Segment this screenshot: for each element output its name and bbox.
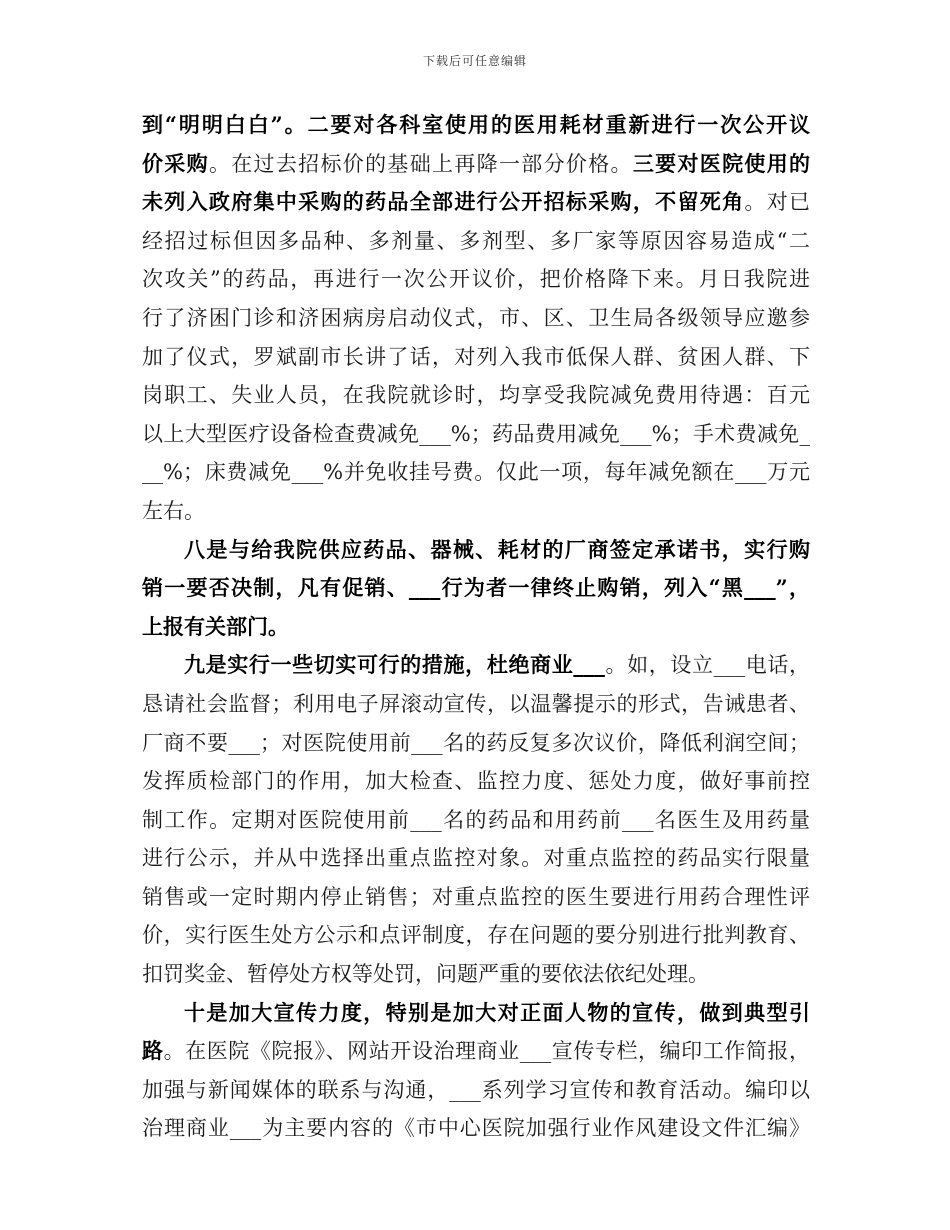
text-line <box>142 685 810 724</box>
text-segment: 发挥质检部门的作用，加大检查、监控力度、惩处力度，做好事前控 <box>142 769 810 794</box>
text-line <box>142 531 810 570</box>
text-line <box>142 260 810 299</box>
text-line <box>142 376 810 415</box>
text-line <box>142 916 810 955</box>
text-segment: 加了仪式，罗斌副市长讲了话，对列入我市低保人群、贫困人群、下 <box>142 344 810 369</box>
bold-text-segment: 三要对医院使用的 <box>632 150 811 176</box>
text-line <box>142 994 810 1033</box>
text-segment: 岗职工、失业人员，在我院就诊时，均享受我院减免费用待遇：百元 <box>142 383 810 408</box>
bold-text-segment: 销一要否决制，凡有促销、___行为者一律终止购销，列入“黑___”， <box>142 575 810 601</box>
text-line <box>142 106 810 145</box>
text-line <box>142 415 810 454</box>
text-line <box>142 955 810 994</box>
text-segment: 厂商不要___；对医院使用前___名的药反复多次议价，降低利润空间； <box>142 730 810 755</box>
bold-text-segment: 路 <box>142 1038 164 1064</box>
text-line <box>142 183 810 222</box>
text-segment: 。如，设立___电话， <box>604 653 811 678</box>
text-line <box>142 608 810 647</box>
text-segment: 经招过标但因多品种、多剂量、多剂型、多厂家等原因容易造成“二 <box>142 228 810 253</box>
text-line <box>142 646 810 685</box>
bold-text-segment: 九是实行一些切实可行的措施，杜绝商业___ <box>184 652 605 678</box>
text-line <box>142 453 810 492</box>
text-segment: 左右。 <box>142 498 205 523</box>
page-header: 下载后可任意编辑 <box>422 54 527 68</box>
text-line <box>142 724 810 763</box>
text-line <box>142 801 810 840</box>
text-segment: 次攻关”的药品，再进行一次公开议价，把价格降下来。月日我院进 <box>142 267 810 292</box>
text-segment: __%；床费减免___%并免收挂号费。仅此一项，每年减免额在___万元 <box>142 460 810 485</box>
text-segment: 制工作。定期对医院使用前___名的药品和用药前___名医生及用药量 <box>142 807 810 832</box>
text-line <box>142 1109 810 1148</box>
text-segment: 扣罚奖金、暂停处方权等处罚，问题严重的要依法依纪处理。 <box>142 962 709 987</box>
text-segment: 。在过去招标价的基础上再降一部分价格。 <box>208 151 633 176</box>
text-segment: 销售或一定时期内停止销售；对重点监控的医生要进行用药合理性评 <box>142 884 810 909</box>
text-line <box>142 338 810 377</box>
bold-text-segment: 八是与给我院供应药品、器械、耗材的厂商签定承诺书，实行购 <box>184 536 810 562</box>
text-segment: 。对已 <box>744 190 811 215</box>
bold-text-segment: 价采购 <box>142 150 209 176</box>
text-segment: 治理商业___为主要内容的《市中心医院加强行业作风建设文件汇编》 <box>142 1116 810 1141</box>
text-segment: 行了济困门诊和济困病房启动仪式，市、区、卫生局各级领导应邀参 <box>142 305 810 330</box>
bold-text-segment: 上报有关部门。 <box>142 613 289 639</box>
text-line <box>142 222 810 261</box>
text-line <box>142 492 810 531</box>
text-segment: 进行公示，并从中选择出重点监控对象。对重点监控的药品实行限量 <box>142 846 810 871</box>
text-segment: 。在医院《院报》、网站开设治理商业___宣传专栏，编印工作简报， <box>163 1039 811 1064</box>
text-segment: 价，实行医生处方公示和点评制度，存在问题的要分别进行批判教育、 <box>142 923 810 948</box>
text-segment: 以上大型医疗设备检查费减免___%；药品费用减免___%；手术费减免_ <box>142 421 810 446</box>
text-segment: 恳请社会监督；利用电子屏滚动宣传，以温馨提示的形式，告诫患者、 <box>142 691 810 716</box>
text-line <box>142 145 810 184</box>
bold-text-segment: 到“明明白白”。二要对各科室使用的医用耗材重新进行一次公开议 <box>142 112 810 137</box>
text-line <box>142 1071 810 1110</box>
bold-text-segment: 十是加大宣传力度，特别是加大对正面人物的宣传，做到典型引 <box>184 999 810 1025</box>
text-line <box>142 299 810 338</box>
text-line <box>142 569 810 608</box>
text-segment: 加强与新闻媒体的联系与沟通，___系列学习宣传和教育活动。编印以 <box>142 1077 810 1102</box>
text-line <box>142 762 810 801</box>
bold-text-segment: 未列入政府集中采购的药品全部进行公开招标采购，不留死角 <box>142 189 745 215</box>
text-line <box>142 839 810 878</box>
document-body <box>142 106 810 1148</box>
text-line <box>142 1032 810 1071</box>
text-line <box>142 878 810 917</box>
